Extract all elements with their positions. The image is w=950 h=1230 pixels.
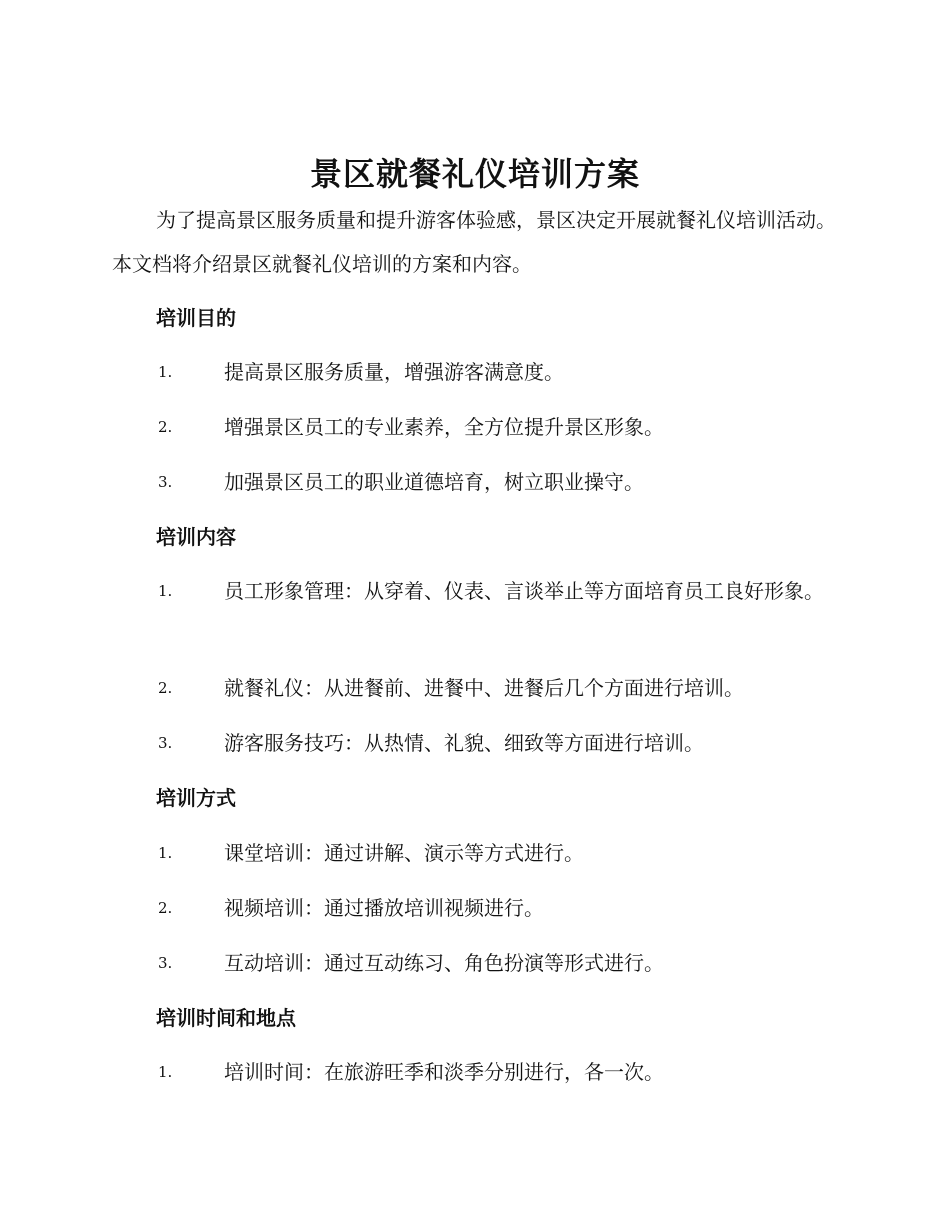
list-number: 1. — [158, 363, 173, 381]
list-number: 3. — [158, 734, 173, 752]
section-heading-time-place: 培训时间和地点 — [156, 1006, 296, 1030]
section-heading-purpose: 培训目的 — [156, 306, 236, 330]
list-item-text: 提高景区服务质量，增强游客满意度。 — [224, 360, 564, 384]
list-item — [112, 886, 838, 930]
list-number: 2. — [158, 899, 173, 917]
list-number: 3. — [158, 954, 173, 972]
list-item — [112, 460, 838, 504]
list-item — [112, 405, 838, 449]
list-item — [112, 666, 838, 710]
list-item-text: 培训时间：在旅游旺季和淡季分别进行，各一次。 — [224, 1060, 664, 1084]
section-heading-method: 培训方式 — [156, 786, 236, 810]
document-title: 景区就餐礼仪培训方案 — [309, 155, 640, 193]
list-item-text: 互动培训：通过互动练习、角色扮演等形式进行。 — [224, 951, 664, 975]
list-item-text: 就餐礼仪：从进餐前、进餐中、进餐后几个方面进行培训。 — [224, 676, 744, 700]
section-heading-content: 培训内容 — [156, 525, 236, 549]
list-item — [112, 721, 838, 765]
list-item — [112, 941, 838, 985]
list-number: 2. — [158, 679, 173, 697]
list-number: 1. — [158, 582, 173, 600]
intro-paragraph: 为了提高景区服务质量和提升游客体验感，景区决定开展就餐礼仪培训活动。本文档将介绍景区就餐礼仪培训的方案和内容。 — [112, 208, 836, 276]
list-item-text: 视频培训：通过播放培训视频进行。 — [224, 896, 544, 920]
list-item — [112, 1050, 838, 1094]
list-number: 1. — [158, 1063, 173, 1081]
list-item — [112, 350, 838, 394]
list-number: 2. — [158, 418, 173, 436]
list-item-text: 增强景区员工的专业素养，全方位提升景区形象。 — [224, 415, 664, 439]
list-item — [112, 831, 838, 875]
list-item-text: 课堂培训：通过讲解、演示等方式进行。 — [224, 841, 584, 865]
list-number: 1. — [158, 844, 173, 862]
list-number: 3. — [158, 473, 173, 491]
list-item — [112, 569, 838, 613]
list-item-text: 游客服务技巧：从热情、礼貌、细致等方面进行培训。 — [224, 731, 704, 755]
list-item-text: 员工形象管理：从穿着、仪表、言谈举止等方面培育员工良好形象。 — [224, 579, 824, 603]
list-item-text: 加强景区员工的职业道德培育，树立职业操守。 — [224, 470, 644, 494]
